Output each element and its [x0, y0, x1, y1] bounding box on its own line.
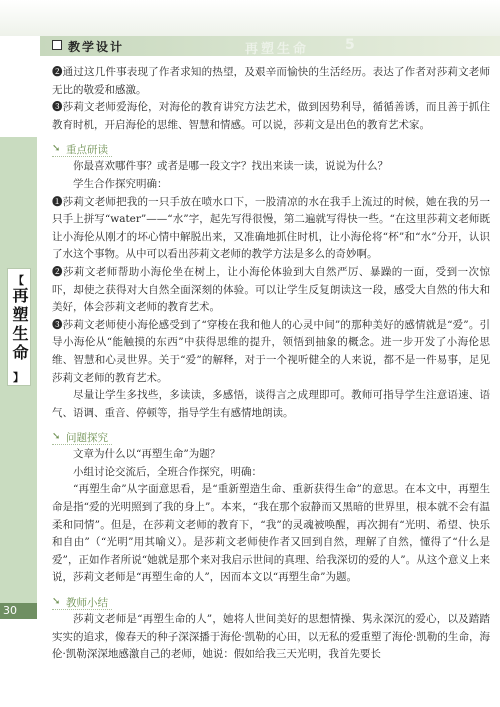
dotted-rule	[52, 609, 112, 610]
page-number: 30	[0, 603, 37, 619]
arrow-icon: ➘	[52, 431, 61, 443]
arrow-icon: ➘	[52, 596, 61, 608]
arrow-icon: ➘	[52, 143, 61, 155]
paragraph: 你最喜欢哪件事？或者是哪一段文字？找出来读一读，说说为什么？	[73, 160, 388, 173]
paragraph: 莎莉文老师是“再塑生命的人”，她将人世间美好的思想情操、隽永深沉的爱心，以及踏踏实实的追求，像春天的种子深深播于海伦·凯勒的心田，以无私的爱重塑了海伦·凯勒的生命，海伦·凯勒深深地感激自己的老师，她说：假如给我三天光明，我首先要长	[52, 613, 490, 661]
dotted-rule	[52, 156, 112, 157]
top-band	[0, 0, 500, 36]
chapter-title-vertical: 再塑生命	[10, 287, 29, 363]
section-title: 教学设计	[68, 40, 125, 54]
paragraph: ❷莎莉文老师帮助小海伦坐在树上，让小海伦体验到大自然严厉、暴躁的一面，受到一次惊吓，却使之获得对大自然全面深刻的体验。可以让学生反复朗读这一段，感受大自然的伟大和美好，体会莎莉文老师的教育艺术。	[52, 265, 490, 314]
header-watermark: 再塑生命	[245, 42, 310, 57]
paragraph: 小组讨论交流后，全班合作探究，明确：	[73, 465, 262, 478]
section-heading	[52, 593, 490, 611]
paragraph: ❸莎莉文老师爱海伦，对海伦的教育讲究方法艺术，做到因势利导，循循善诱，而且善于抓住教育时机，开启海伦的思维、智慧和情感。可以说，莎莉文是出色的教育艺术家。	[52, 101, 490, 131]
dotted-rule	[52, 444, 112, 445]
paragraph: 学生合作探究明确：	[73, 177, 168, 190]
paragraph: “再塑生命”从字面意思看，是“重新塑造生命、重新获得生命”的意思。在本文中，再塑生命是指“爱的光明照到了我的身上”。本来，“我在那个寂静而又黑暗的世界里，根本就不会有温柔和同情”。但是，在莎莉文老师的教育下，“我”的灵魂被唤醒，再次拥有“光明、希望、快乐和自由”（“光明”用其喻义）。是莎莉文老师使作者又回到自然，理解了自然，懂得了“什么是爱”，正如作者所说“她就是那个来对我启示世间的真理、给我深切的爱的人”。从这个意义上来说，莎莉文老师是“再塑生命的人”，因而本文以“再塑生命”为题。	[52, 483, 490, 584]
section-heading-text: 重点研读	[66, 144, 108, 157]
paragraph: 文章为什么以“再塑生命”为题？	[73, 448, 221, 461]
main-content	[52, 64, 490, 664]
checkbox-square-icon	[52, 40, 62, 50]
paragraph: ❶莎莉文老师把我的一只手放在喷水口下，一股清凉的水在我手上流过的时候，她在我的另一只手上拼写“water”——“水”字，起先写得很慢，第二遍就写得快一些。“在这里莎莉文老师既让小海伦从刚才的坏心情中解脱出来，又准确地抓住时机，让小海伦将“杯”和“水”分开，认识了水这个事物。从中可以看出莎莉文老师的教学方法是多么的奇妙啊。	[52, 195, 490, 261]
paragraph: ❷通过这几件事表现了作者求知的热望，及艰辛而愉快的生活经历。表达了作者对莎莉文老师无比的敬爱和感激。	[52, 66, 490, 96]
side-chapter-label	[7, 268, 31, 386]
paragraph: 尽量让学生多找些，多读读，多感悟，谈得言之成理即可。教师可指导学生注意语速、语气、语调、重音、停顿等，指导学生有感情地朗读。	[52, 389, 490, 419]
section-heading-text: 教师小结	[66, 597, 108, 610]
section-heading-text: 问题探究	[66, 432, 108, 445]
paragraph: ❸莎莉文老师使小海伦感受到了“穿梭在我和他人的心灵中间”的那种美好的感情就是“爱”。引导小海伦从“能触摸的东西”中获得思维的提升，领悟到抽象的概念。进一步开发了小海伦思维、智慧和心灵世界。关于“爱”的解释，对于一个视听健全的人来说，都不是一件易事，足见莎莉文老师的教育艺术。	[52, 318, 490, 384]
section-heading	[52, 428, 490, 446]
header-watermark-number: 5	[345, 37, 355, 53]
section-heading	[52, 140, 490, 158]
header-bar	[40, 36, 500, 56]
bracket-open: 【	[13, 274, 24, 287]
bracket-close: 】	[13, 371, 24, 384]
